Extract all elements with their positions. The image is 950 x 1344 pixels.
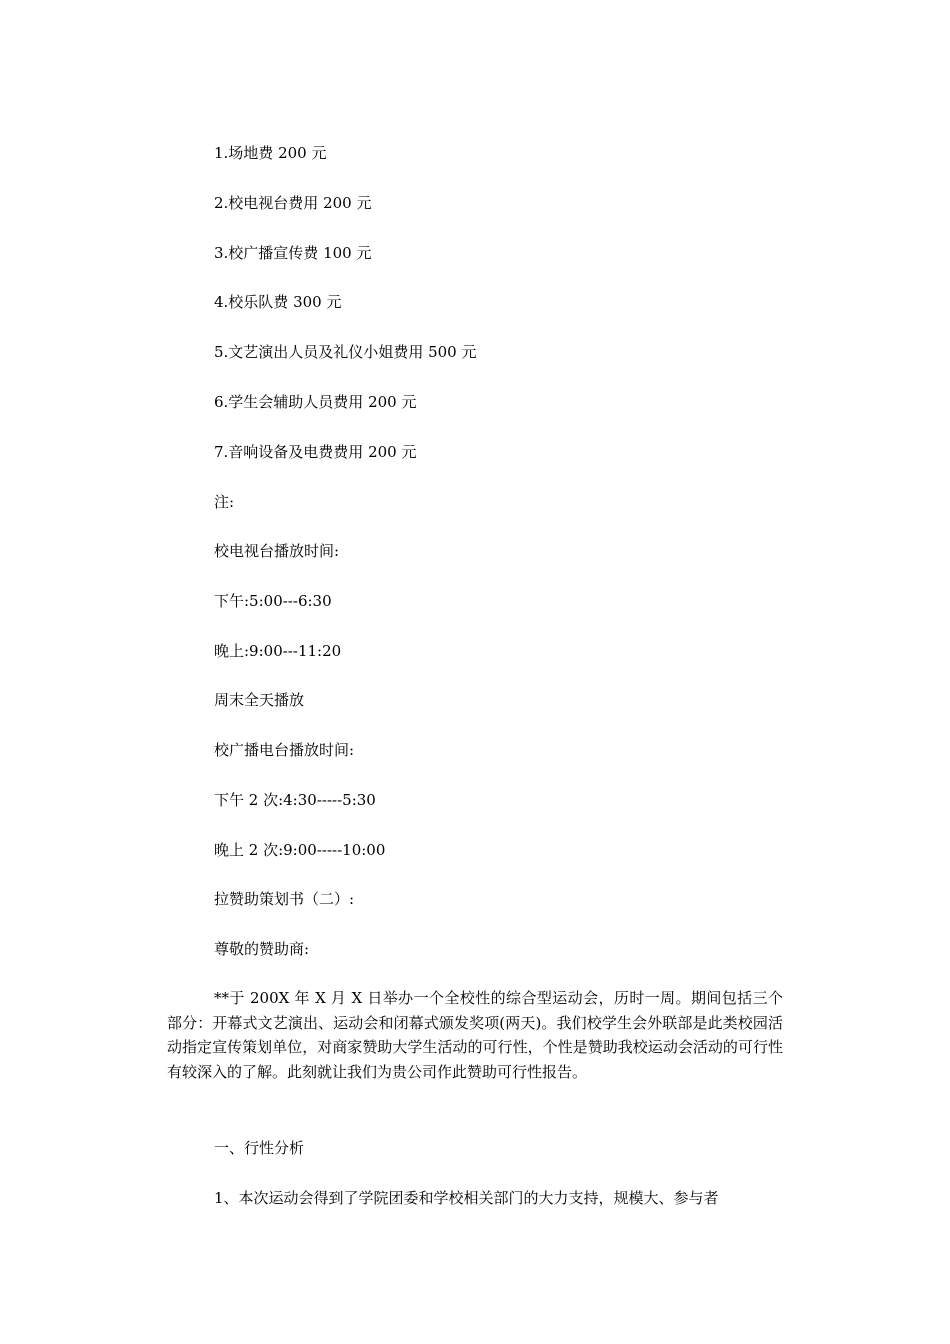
budget-item-5: 5.文艺演出人员及礼仪小姐费用 500 元 — [214, 343, 477, 361]
radio-schedule-evening: 晚上 2 次:9:00-----10:00 — [214, 841, 386, 859]
salutation: 尊敬的赞助商: — [214, 940, 310, 958]
budget-item-4: 4.校乐队费 300 元 — [214, 293, 342, 311]
budget-item-3: 3.校广播宣传费 100 元 — [214, 244, 372, 262]
intro-paragraph: **于 200X 年 X 月 X 日举办一个全校性的综合型运动会，历时一周。期间包括三个部分：开幕式文艺演出、运动会和闭幕式颁发奖项(两天)。我们校学生会外联部是此类校园活动指定宣传策划单位，对商家赞助大学生活动的可行性，个性是赞助我校运动会活动的可行性有较深入的了解。此刻就让我们为贵公司作此赞助可行性报告。 — [167, 989, 783, 1081]
budget-item-2: 2.校电视台费用 200 元 — [214, 194, 372, 212]
budget-item-6: 6.学生会辅助人员费用 200 元 — [214, 393, 417, 411]
radio-schedule-heading: 校广播电台播放时间: — [214, 741, 355, 759]
proposal-title: 拉赞助策划书（二）: — [214, 890, 355, 908]
tv-schedule-afternoon: 下午:5:00---6:30 — [214, 592, 332, 610]
tv-schedule-weekend: 周末全天播放 — [214, 691, 305, 709]
tv-schedule-heading: 校电视台播放时间: — [214, 542, 340, 560]
radio-schedule-afternoon: 下午 2 次:4:30-----5:30 — [214, 791, 376, 809]
note-label: 注: — [214, 493, 235, 511]
budget-item-7: 7.音响设备及电费费用 200 元 — [214, 443, 417, 461]
tv-schedule-evening: 晚上:9:00---11:20 — [214, 642, 342, 660]
section-heading: 一、行性分析 — [214, 1139, 305, 1157]
analysis-item-1: 1、本次运动会得到了学院团委和学校相关部门的大力支持，规模大、参与者 — [214, 1189, 719, 1207]
budget-item-1: 1.场地费 200 元 — [214, 144, 327, 162]
